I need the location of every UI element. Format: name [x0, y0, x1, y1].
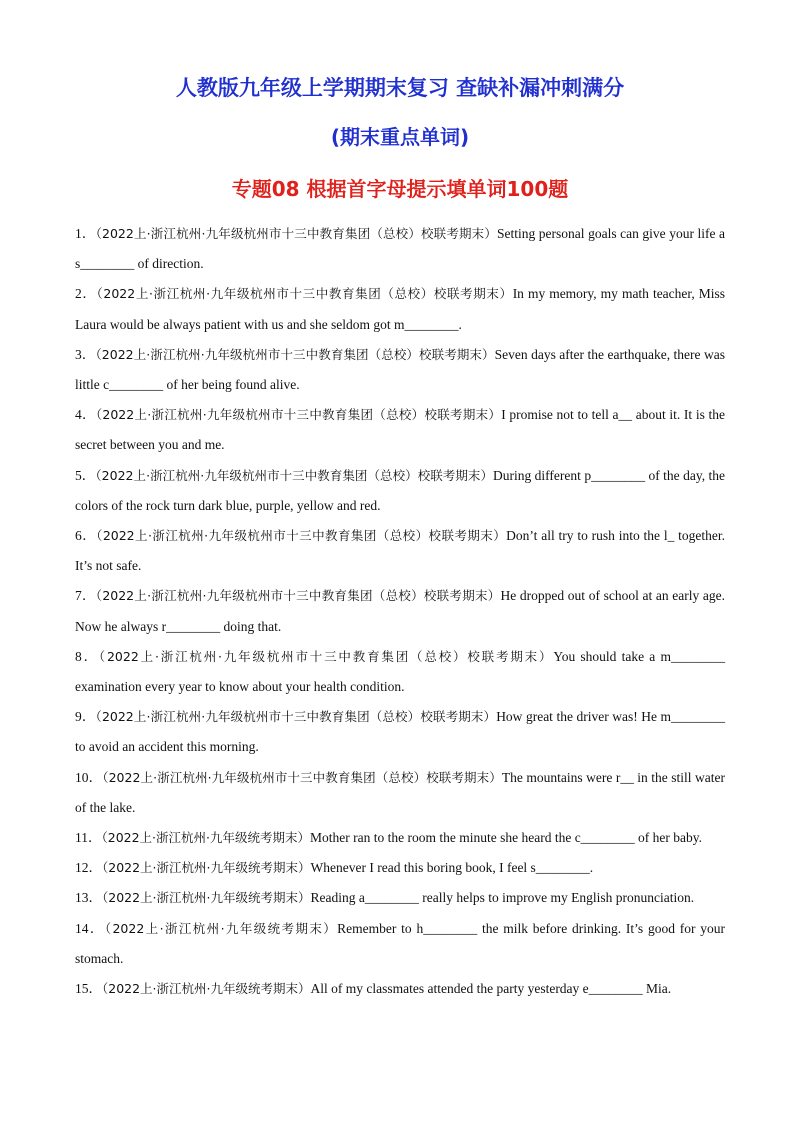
question-text: Whenever I read this boring book, I feel s________. — [310, 860, 594, 876]
question-source: （2022上·浙江杭州·九年级统考期末） — [104, 920, 338, 936]
question-text: Setting personal goals can give your life a s________ of direction. — [75, 226, 726, 272]
question-item — [75, 974, 725, 1004]
question-item — [75, 581, 725, 641]
question-number: 2． — [75, 286, 97, 302]
question-number: 15． — [75, 981, 102, 997]
question-item — [75, 219, 725, 279]
page-title: 人教版九年级上学期期末复习 查缺补漏冲刺满分 — [175, 76, 625, 100]
question-text: Reading a________ really helps to improve my English pronunciation. — [310, 890, 695, 906]
question-number: 1． — [75, 226, 96, 241]
question-item — [75, 702, 725, 762]
question-number: 9． — [75, 709, 96, 725]
question-item — [75, 400, 725, 460]
question-list — [75, 219, 725, 1004]
question-source: （2022上·浙江杭州·九年级杭州市十三中教育集团（总校）校联考期末） — [95, 346, 495, 362]
question-text: Remember to h________ the milk before drinking. It’s good for your stomach. — [75, 920, 726, 966]
question-item — [75, 340, 725, 400]
question-item — [75, 883, 725, 913]
question-number: 5． — [75, 467, 96, 483]
question-source: （2022上·浙江杭州·九年级杭州市十三中教育集团（总校）校联考期末） — [95, 588, 501, 604]
question-text: How great the driver was! He m________ to avoid an accident this morning. — [75, 709, 725, 755]
question-source: （2022上·浙江杭州·九年级统考期末） — [101, 830, 311, 846]
question-item — [75, 853, 725, 883]
question-item — [75, 823, 725, 853]
question-source: （2022上·浙江杭州·九年级统考期末） — [102, 860, 311, 876]
question-number: 6． — [75, 528, 97, 544]
question-source: （2022上·浙江杭州·九年级杭州市十三中教育集团（总校）校联考期末） — [96, 286, 513, 302]
question-source: （2022上·浙江杭州·九年级杭州市十三中教育集团（总校）校联考期末） — [95, 407, 502, 423]
question-number: 7． — [75, 588, 96, 604]
question-number: 10． — [75, 769, 103, 785]
question-text: Don’t all try to rush into the l_ together. It’s not safe. — [75, 528, 725, 574]
question-item — [75, 642, 725, 702]
question-source: （2022上·浙江杭州·九年级杭州市十三中教育集团（总校）校联考期末） — [96, 528, 507, 544]
question-source: （2022上·浙江杭州·九年级杭州市十三中教育集团（总校）校联考期末） — [95, 467, 493, 483]
section-title: 专题08 根据首字母提示填单词100题 — [231, 177, 569, 201]
question-source: （2022上·浙江杭州·九年级杭州市十三中教育集团（总校）校联考期末） — [98, 648, 554, 664]
question-text: You should take a m________ examination every year to know about your health condition. — [75, 648, 725, 695]
question-text: During different p________ of the day, the colors of the rock turn dark blue, purple, yellow and red. — [75, 467, 725, 513]
question-text: In my memory, my math teacher, Miss Laura would be always patient with us and she seldom got m________. — [75, 286, 726, 332]
question-source: （2022上·浙江杭州·九年级杭州市十三中教育集团（总校）校联考期末） — [102, 769, 502, 785]
question-item — [75, 521, 725, 581]
question-text: The mountains were r__ in the still water of the lake. — [75, 769, 726, 815]
page-subtitle: (期末重点单词) — [330, 125, 470, 149]
question-number: 8． — [75, 648, 99, 664]
question-text: I promise not to tell a__ about it. It is the secret between you and me. — [75, 407, 726, 453]
question-item — [75, 763, 725, 823]
question-number: 3． — [75, 346, 96, 362]
question-source: （2022上·浙江杭州·九年级杭州市十三中教育集团（总校）校联考期末） — [95, 709, 497, 725]
question-number: 13． — [75, 890, 102, 906]
question-source: （2022上·浙江杭州·九年级统考期末） — [102, 981, 311, 997]
question-text: He dropped out of school at an early age. Now he always r________ doing that. — [75, 588, 726, 634]
question-text: Seven days after the earthquake, there was little c________ of her being found alive. — [75, 346, 725, 393]
question-number: 14． — [75, 920, 105, 936]
question-text: All of my classmates attended the party yesterday e________ Mia. — [310, 981, 672, 997]
question-item — [75, 914, 725, 974]
question-source: （2022上·浙江杭州·九年级统考期末） — [102, 890, 311, 906]
question-number: 4． — [75, 407, 96, 423]
question-source: （2022上·浙江杭州·九年级杭州市十三中教育集团（总校）校联考期末） — [95, 226, 498, 241]
question-number: 12． — [75, 860, 102, 876]
question-item — [75, 461, 725, 521]
question-number: 11． — [75, 830, 102, 846]
question-text: Mother ran to the room the minute she heard the c________ of her baby. — [310, 830, 703, 846]
question-item — [75, 279, 725, 339]
